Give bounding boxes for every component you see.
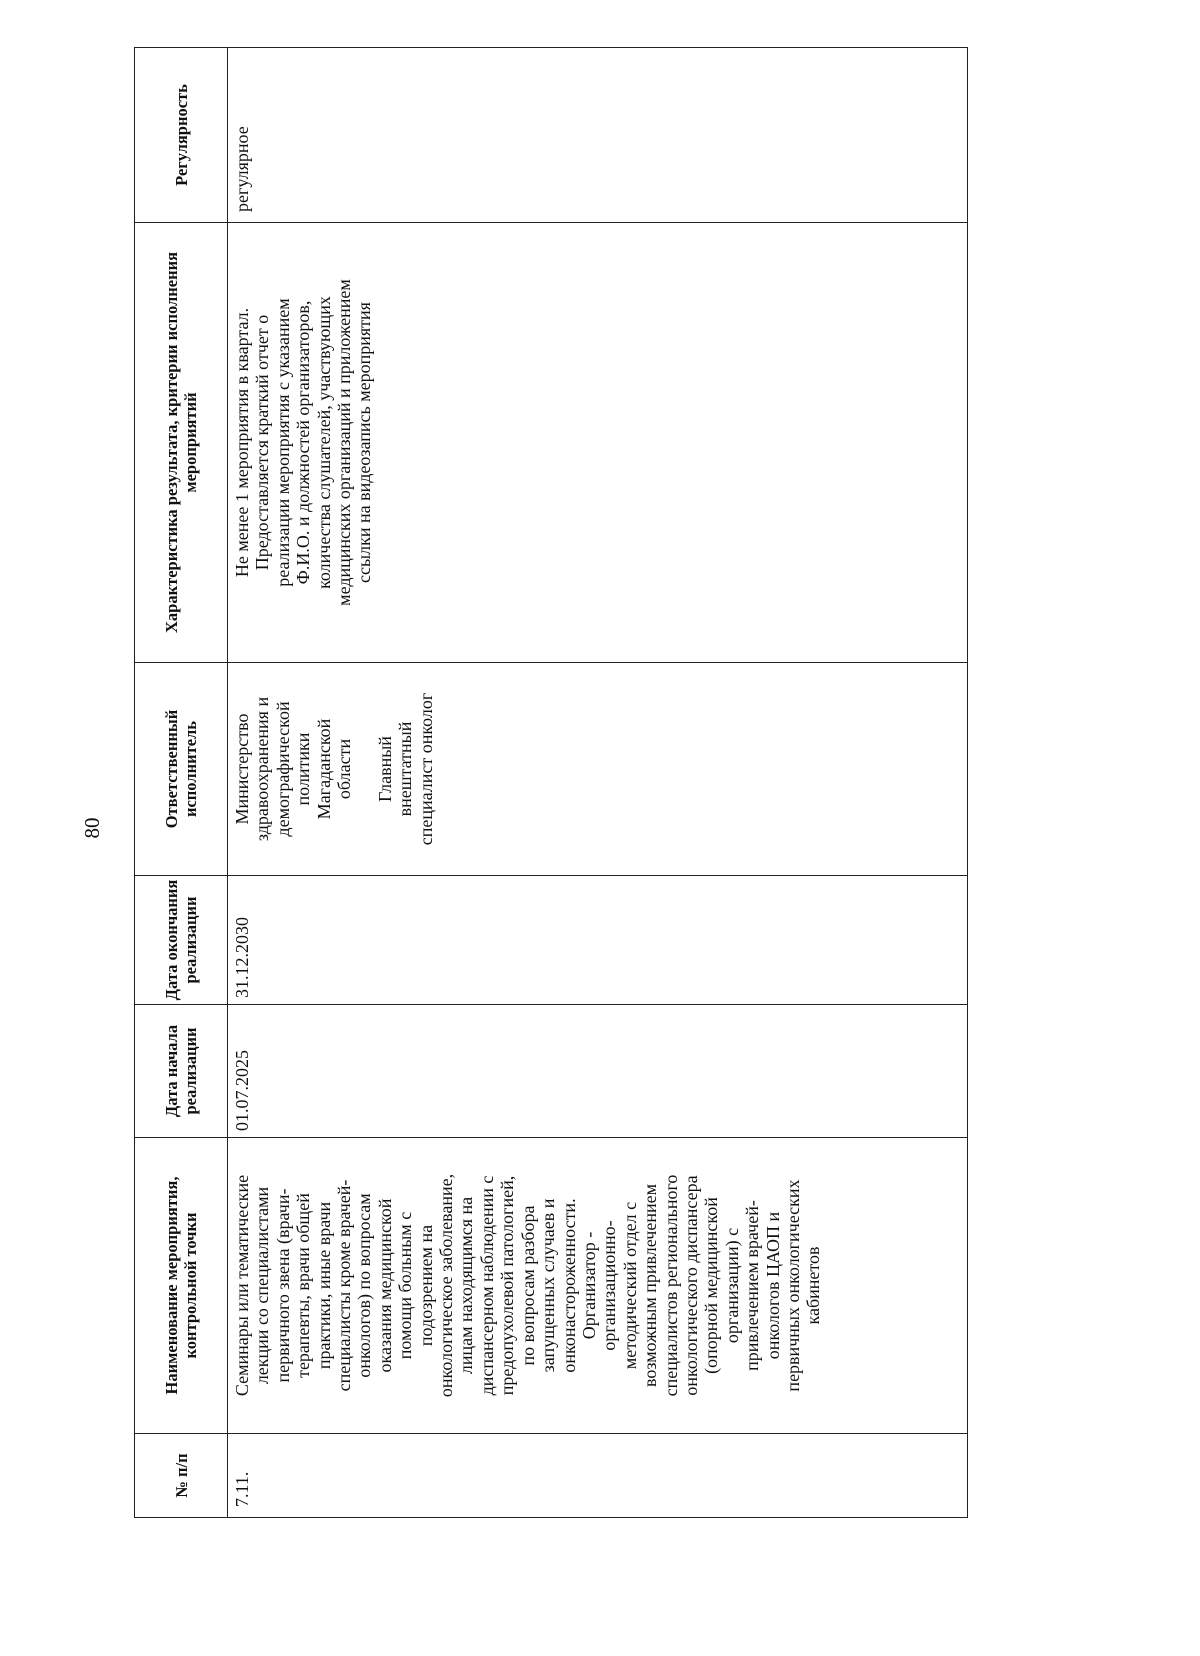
characteristic-line: количества слушателей, участвующих	[313, 296, 334, 589]
activity-name-line: диспансерном наблюдении с	[476, 1175, 497, 1396]
activity-name-line: специалистов регионального	[660, 1174, 681, 1397]
activity-name-line: (опорной медицинской	[701, 1197, 722, 1374]
cell-end-date: 31.12.2030	[228, 876, 968, 1005]
header-characteristic: Характеристика результата, критерии исполнения мероприятий	[135, 223, 228, 663]
cell-start-date: 01.07.2025	[228, 1005, 968, 1138]
activity-name-line: оказания медицинской	[374, 1198, 395, 1373]
activity-name-line: Семинары или тематические	[232, 1174, 252, 1397]
activity-name-line: по вопросам разбора	[517, 1205, 538, 1366]
responsible-spacer	[354, 665, 374, 873]
activity-name-line: организационно-	[599, 1220, 620, 1351]
characteristic-line: Предоставляется краткий отчет о	[252, 314, 273, 571]
activity-name-line: помощи больным с	[395, 1211, 416, 1360]
activity-name-line: организации) с	[721, 1227, 742, 1344]
activity-name-line: лекции со специалистами	[252, 1186, 273, 1385]
responsible-line: демографической	[272, 701, 293, 837]
header-responsible: Ответственный исполнитель	[135, 663, 228, 876]
page-number: 80	[80, 817, 104, 839]
header-end-date: Дата окончания реализации	[135, 876, 228, 1005]
activity-name-line: возможным привлечением	[640, 1184, 661, 1387]
activity-name-line: специалисты кроме врачей-	[334, 1179, 355, 1392]
responsible-line: политики	[293, 732, 314, 806]
activity-name-line: кабинетов	[803, 1246, 824, 1325]
responsible-line: области	[334, 738, 355, 800]
characteristic-line: Ф.И.О. и должностей организаторов,	[293, 300, 314, 585]
header-start-date: Дата начала реализации	[135, 1005, 228, 1138]
responsible-line: внештатный	[395, 721, 416, 817]
activity-name-line: онкологов) по вопросам	[354, 1193, 375, 1378]
activity-name-line: онкологическое заболевание,	[436, 1173, 457, 1398]
activity-name-line: практики, иные врачи	[313, 1201, 334, 1370]
activity-name-line: методический отдел с	[619, 1201, 640, 1370]
activity-name-line: терапевты, врачи общей	[293, 1193, 314, 1378]
activity-name-line: лицам находящимся на	[456, 1196, 477, 1375]
activity-name-line: подозрением на	[415, 1224, 436, 1347]
responsible-line: Магаданской	[313, 718, 334, 820]
responsible-line: Министерство	[232, 713, 252, 825]
responsible-line: специалист онколог	[415, 692, 436, 846]
header-activity-name: Наименование мероприятия, контрольной точки	[135, 1138, 228, 1434]
cell-activity-name	[228, 1138, 968, 1434]
activity-name-line: Организатор -	[578, 1231, 599, 1340]
characteristic-line: медицинских организаций и приложением	[334, 279, 355, 606]
characteristic-line: ссылки на видеозапись мероприятия	[354, 302, 375, 583]
activity-name-line: привлечением врачей-	[742, 1200, 763, 1371]
cell-responsible	[228, 663, 968, 876]
activity-name-line: первичного звена (врачи-	[272, 1188, 293, 1383]
header-regularity: Регулярность	[135, 48, 228, 223]
activity-name-line: онкологического диспансера	[680, 1175, 701, 1396]
characteristic-line: реализации мероприятия с указанием	[272, 298, 293, 587]
activity-name-line: онконастороженности.	[558, 1198, 579, 1373]
table-header-row	[135, 48, 228, 1518]
header-number: № п/п	[135, 1434, 228, 1518]
cell-characteristic	[228, 223, 968, 663]
activity-name-line: предопухолевой патологией,	[497, 1175, 518, 1396]
characteristic-line: Не менее 1 мероприятия в квартал.	[232, 307, 252, 578]
cell-number: 7.11.	[228, 1434, 968, 1518]
responsible-line: здравоохранения и	[252, 696, 273, 842]
activity-table	[134, 47, 968, 1518]
activity-name-line: запущенных случаев и	[538, 1198, 559, 1373]
activity-name-line: первичных онкологических	[782, 1179, 803, 1392]
activity-name-line: онкологов ЦАОП и	[762, 1211, 783, 1360]
activity-table-wrapper	[134, 48, 967, 1518]
responsible-line: Главный	[374, 736, 395, 802]
table-row	[228, 48, 968, 1518]
cell-regularity: регулярное	[228, 48, 968, 223]
